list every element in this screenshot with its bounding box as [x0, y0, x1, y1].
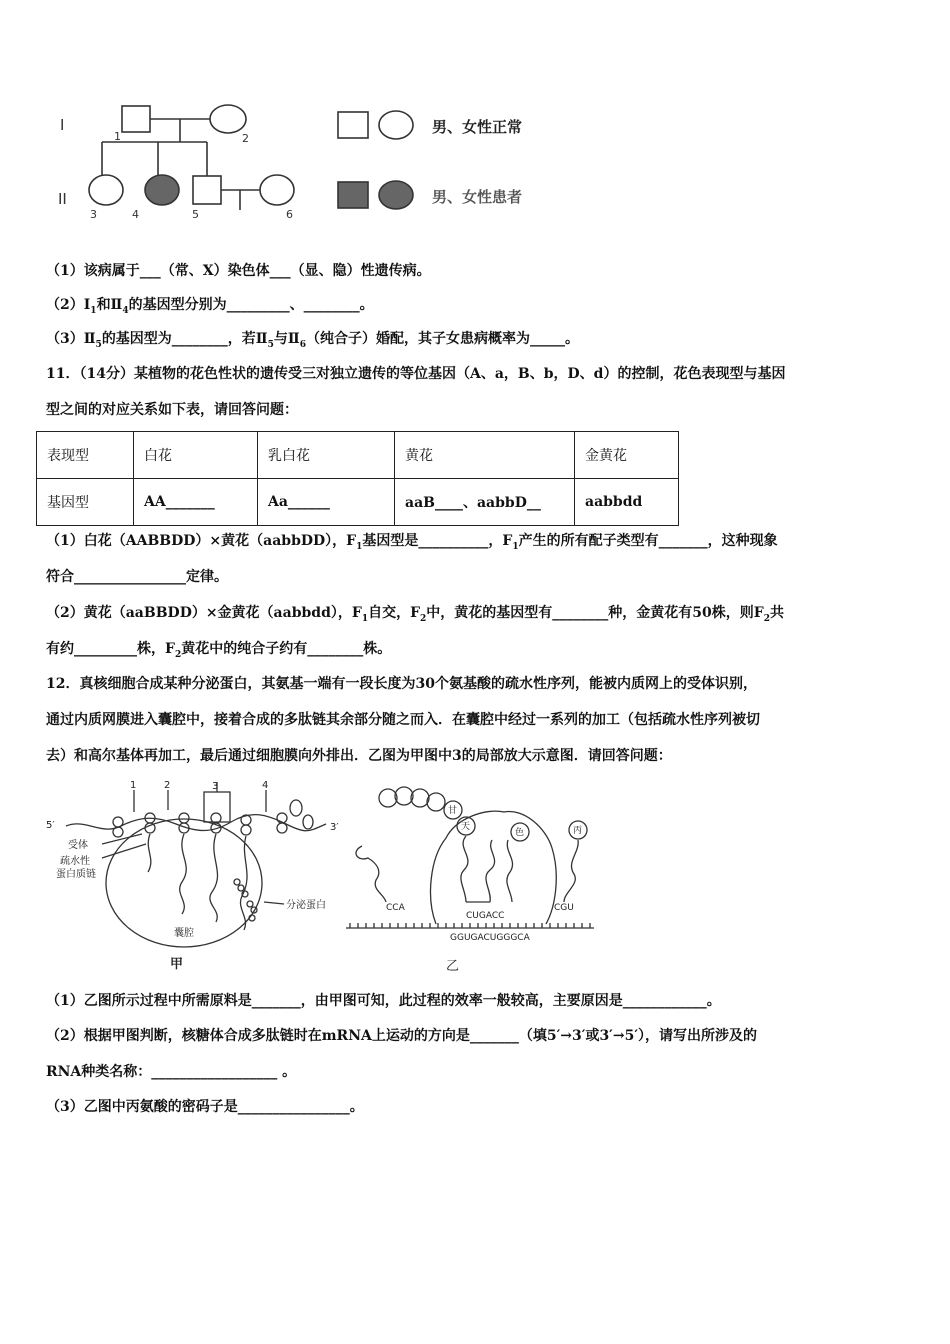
fig-jia-5prime: 5′ [46, 820, 55, 831]
fig-jia-receptor-label: 受体 [68, 840, 88, 851]
fig-yi-caption: 乙 [446, 959, 460, 974]
legend-affected-label: 男、女性患者 [432, 188, 523, 206]
yi-label-se: 色 [515, 828, 525, 838]
pedigree-num-6: 6 [286, 208, 293, 221]
table-cell: 表现型 [37, 432, 134, 479]
table-header-row [37, 432, 679, 479]
yi-label-bing: 丙 [573, 826, 583, 836]
fig-jia-hydro-label2: 蛋白质链 [56, 869, 96, 880]
fig-jia-num-1: 1 [130, 780, 137, 791]
pedigree-num-3: 3 [90, 208, 97, 221]
yi-label-tian: 天 [461, 822, 471, 832]
legend-affected-male [338, 182, 368, 208]
pedigree-num-4: 4 [132, 208, 139, 221]
table-cell: AA_______ [134, 479, 258, 526]
q11-intro-line1: 11．（14分）某植物的花色性状的遗传受三对独立遗传的等位基因（A、a，B、b，D、d）的控制，花色表现型与基因 [46, 366, 786, 382]
pedigree-female-II4-affected [145, 175, 179, 205]
fig-jia-num-4: 4 [262, 780, 269, 791]
q11-sub2-line1: （2）黄花（aaBBDD）×金黄花（aabbdd），$F_1$自交，$F_2$中，黄花的基因型有________种，金黄花有50株，则$F_2$共 [46, 605, 784, 624]
q10-sub3: $(3)Ⅱ_5$的基因型为________，若$Ⅱ_5$与$Ⅱ_6$（纯合子）婚配，其子女患病概率为_____。 [46, 331, 579, 350]
q12-intro-line2: 通过内质网膜进入囊腔中，接着合成的多肽链其余部分随之而入．在囊腔中经过一系列的加工（包括疏水性序列被切 [46, 712, 760, 728]
pedigree-num-2: 2 [242, 132, 249, 145]
table-cell: 白花 [134, 432, 258, 479]
translation-figure [46, 778, 606, 974]
q11-sub1-line2: 符合________________定律。 [46, 569, 228, 585]
pedigree-female-I2 [210, 105, 246, 133]
fig-jia-lumen-label: 囊腔 [174, 928, 194, 939]
q10-sub2: $(2)Ⅰ_1$和$Ⅱ_4$的基因型分别为_________、________。 [46, 297, 374, 316]
figure-jia [66, 782, 326, 947]
fig-jia-num-3: 3 [212, 781, 219, 792]
table-cell: Aa______ [258, 479, 395, 526]
table-cell: aaB____、aabbD__ [395, 479, 575, 526]
yi-anticodon-label: CUGACC [466, 911, 505, 921]
legend-normal-label: 男、女性正常 [432, 118, 523, 136]
yi-label-cca: CCA [386, 903, 405, 913]
q12-sub1: （1）乙图所示过程中所需原料是_______，由甲图可知，此过程的效率一般较高，主要原因是____________。 [46, 993, 721, 1009]
q12-intro-line1: 12．真核细胞合成某种分泌蛋白，其氨基一端有一段长度为30个氨基酸的疏水性序列，能被内质网上的受体识别， [46, 676, 757, 692]
q12-sub2-line2: RNA种类名称：__________________ 。 [46, 1064, 297, 1080]
table-cell: 乳白花 [258, 432, 395, 479]
yi-mrna-label: GGUGACUGGGCA [450, 933, 530, 943]
pedigree-num-5: 5 [192, 208, 199, 221]
table-row [37, 479, 679, 526]
legend-affected-female [379, 181, 413, 209]
pedigree-female-II3 [89, 175, 123, 205]
pedigree-male-II5 [193, 176, 221, 204]
q12-sub2-line1: （2）根据甲图判断，核糖体合成多肽链时在mRNA上运动的方向是_______（填5′→3′或3′→5′），请写出所涉及的 [46, 1028, 758, 1044]
table-cell: 黄花 [395, 432, 575, 479]
q11-sub1-line1: （1）白花（AABBDD）×黄花（aabbDD），$F_1$基因型是__________，$F_1$产生的所有配子类型有_______，这种现象 [46, 533, 778, 552]
table-cell: 金黄花 [575, 432, 679, 479]
fig-jia-num-2: 2 [164, 780, 171, 791]
genotype-table [36, 431, 679, 526]
fig-jia-caption: 甲 [170, 957, 184, 972]
fig-jia-3prime: 3′ [330, 822, 339, 833]
gen-label-I: I [60, 116, 65, 134]
legend-normal-male [338, 112, 368, 138]
fig-jia-secreted-label: 分泌蛋白 [286, 900, 326, 911]
table-cell: 基因型 [37, 479, 134, 526]
pedigree-male-I1 [122, 106, 150, 132]
highlight-box-3 [204, 792, 230, 822]
pedigree-female-II6 [260, 175, 294, 205]
q11-sub2-line2: 有约_________株，$F_2$黄花中的纯合子约有________株。 [46, 641, 392, 660]
q12-intro-line3: 去）和高尔基体再加工，最后通过细胞膜向外排出．乙图为甲图中3的局部放大示意图．请回答问题： [46, 748, 672, 764]
q12-sub3: （3）乙图中丙氨酸的密码子是________________。 [46, 1099, 364, 1115]
fig-jia-hydro-label1: 疏水性 [60, 856, 90, 867]
table-cell: aabbdd [575, 479, 679, 526]
yi-label-gan: 甘 [448, 806, 458, 816]
gen-label-II: II [58, 190, 67, 208]
legend-normal-female [379, 111, 413, 139]
pedigree-figure [52, 92, 572, 228]
pedigree-num-1: 1 [114, 130, 121, 143]
q11-intro-line2: 型之间的对应关系如下表，请回答问题： [46, 402, 298, 418]
yi-ribosome [431, 811, 557, 924]
yi-label-cgu: CGU [554, 903, 574, 913]
q10-sub1: （1）该病属于___（常、X）染色体___（显、隐）性遗传病。 [46, 263, 431, 279]
